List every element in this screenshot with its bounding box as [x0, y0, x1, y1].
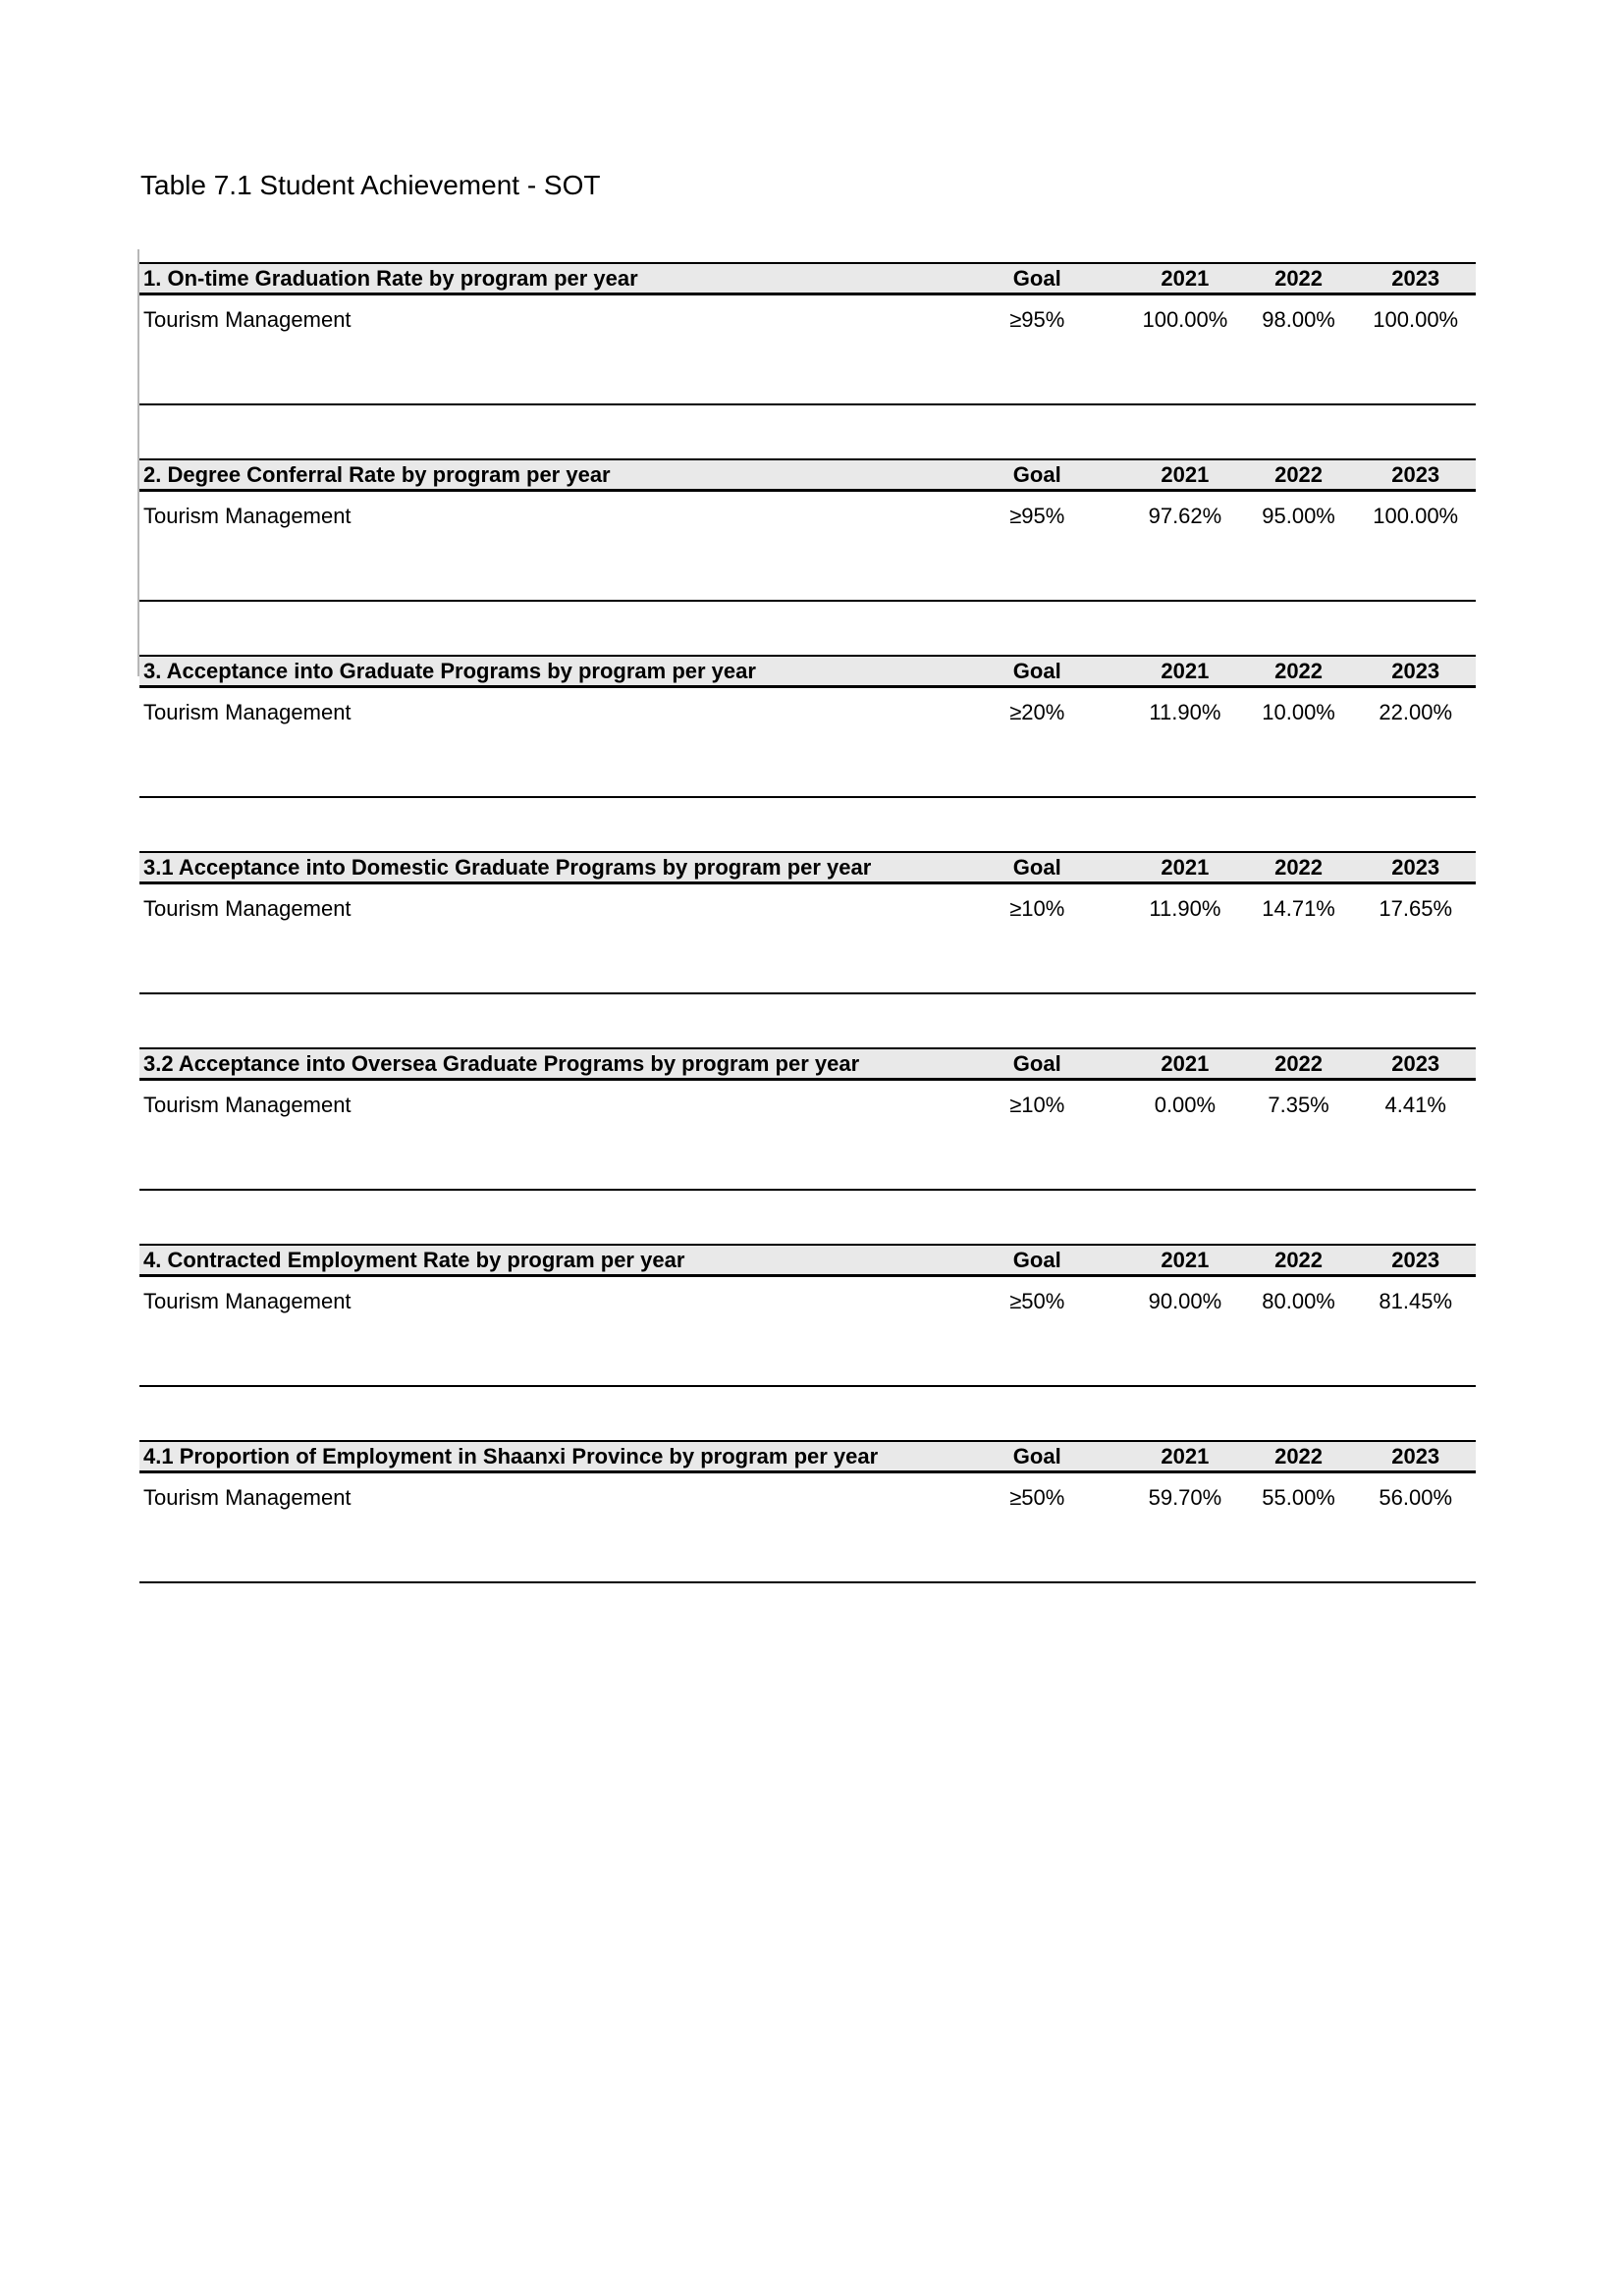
table-bottom-border	[139, 403, 1476, 405]
program-name: Tourism Management	[143, 307, 352, 332]
table-row	[139, 504, 1476, 529]
table-acceptance-oversea-graduate-programs	[139, 1047, 1476, 1244]
goal-value: ≥95%	[1009, 504, 1065, 528]
column-header-2023: 2023	[1391, 1443, 1440, 1468]
table-row	[139, 307, 1476, 333]
table-title: 3. Acceptance into Graduate Programs by program per year	[143, 658, 756, 683]
value-2022: 98.00%	[1262, 307, 1335, 332]
goal-value: ≥50%	[1009, 1289, 1065, 1313]
value-2023: 22.00%	[1379, 700, 1453, 724]
goal-value: ≥20%	[1009, 700, 1065, 724]
column-header-2022: 2022	[1274, 1443, 1324, 1468]
table-header-row	[139, 262, 1476, 295]
value-2021: 97.62%	[1148, 504, 1222, 528]
table-header-row	[139, 1440, 1476, 1473]
goal-value: ≥10%	[1009, 896, 1065, 921]
value-2022: 55.00%	[1262, 1485, 1335, 1510]
table-header-row	[139, 458, 1476, 492]
column-header-2021: 2021	[1161, 461, 1210, 487]
table-header-row	[139, 1244, 1476, 1277]
column-header-2023: 2023	[1391, 265, 1440, 291]
column-header-2022: 2022	[1274, 854, 1324, 880]
value-2023: 56.00%	[1379, 1485, 1453, 1510]
value-2023: 100.00%	[1373, 504, 1459, 528]
value-2022: 7.35%	[1268, 1093, 1329, 1117]
value-2022: 14.71%	[1262, 896, 1335, 921]
table-row	[139, 700, 1476, 725]
goal-value: ≥50%	[1009, 1485, 1065, 1510]
table-title: 4.1 Proportion of Employment in Shaanxi Province by program per year	[143, 1443, 879, 1468]
value-2023: 81.45%	[1379, 1289, 1453, 1313]
column-header-2022: 2022	[1274, 1050, 1324, 1076]
tables-container	[139, 262, 1476, 1636]
program-name: Tourism Management	[143, 1485, 352, 1510]
column-header-goal: Goal	[1012, 1050, 1061, 1076]
table-employment-shaanxi-province	[139, 1440, 1476, 1636]
value-2021: 0.00%	[1154, 1093, 1217, 1117]
column-header-2023: 2023	[1391, 658, 1440, 683]
column-header-2022: 2022	[1274, 658, 1324, 683]
value-2023: 100.00%	[1373, 307, 1459, 332]
table-bottom-border	[139, 992, 1476, 994]
table-title: 1. On-time Graduation Rate by program per year	[143, 265, 638, 291]
column-header-2021: 2021	[1161, 1050, 1210, 1076]
value-2021: 11.90%	[1149, 700, 1221, 724]
table-header-row	[139, 851, 1476, 884]
value-2021: 11.90%	[1149, 896, 1221, 921]
goal-value: ≥10%	[1009, 1093, 1065, 1117]
value-2022: 95.00%	[1262, 504, 1335, 528]
table-title: 2. Degree Conferral Rate by program per year	[143, 461, 611, 487]
table-header-row	[139, 655, 1476, 688]
column-header-2022: 2022	[1274, 461, 1324, 487]
table-row	[139, 1289, 1476, 1314]
table-bottom-border	[139, 1581, 1476, 1583]
table-on-time-graduation-rate	[139, 262, 1476, 458]
table-row	[139, 1093, 1476, 1118]
table-bottom-border	[139, 600, 1476, 602]
value-2022: 80.00%	[1262, 1289, 1335, 1313]
table-title: 3.2 Acceptance into Oversea Graduate Programs by program per year	[143, 1050, 860, 1076]
column-header-2021: 2021	[1161, 658, 1210, 683]
column-header-2021: 2021	[1161, 854, 1210, 880]
table-contracted-employment-rate	[139, 1244, 1476, 1440]
table-bottom-border	[139, 1385, 1476, 1387]
column-header-2021: 2021	[1161, 265, 1210, 291]
value-2021: 59.70%	[1148, 1485, 1222, 1510]
column-header-2023: 2023	[1391, 1050, 1440, 1076]
value-2021: 90.00%	[1148, 1289, 1222, 1313]
table-row	[139, 896, 1476, 922]
table-bottom-border	[139, 1189, 1476, 1191]
table-header-row	[139, 1047, 1476, 1081]
column-header-2021: 2021	[1161, 1443, 1210, 1468]
column-header-goal: Goal	[1012, 1443, 1061, 1468]
table-degree-conferral-rate	[139, 458, 1476, 655]
table-title: 4. Contracted Employment Rate by program per year	[143, 1247, 685, 1272]
column-header-2022: 2022	[1274, 1247, 1324, 1272]
column-header-2023: 2023	[1391, 1247, 1440, 1272]
program-name: Tourism Management	[143, 1093, 352, 1117]
column-header-goal: Goal	[1012, 1247, 1061, 1272]
program-name: Tourism Management	[143, 896, 352, 921]
table-acceptance-graduate-programs	[139, 655, 1476, 851]
table-row	[139, 1485, 1476, 1511]
table-acceptance-domestic-graduate-programs	[139, 851, 1476, 1047]
table-title: 3.1 Acceptance into Domestic Graduate Programs by program per year	[143, 854, 872, 880]
column-header-goal: Goal	[1012, 658, 1061, 683]
column-header-2023: 2023	[1391, 854, 1440, 880]
column-header-goal: Goal	[1012, 854, 1061, 880]
value-2021: 100.00%	[1142, 307, 1228, 332]
goal-value: ≥95%	[1009, 307, 1065, 332]
column-header-2023: 2023	[1391, 461, 1440, 487]
value-2023: 4.41%	[1384, 1093, 1446, 1117]
program-name: Tourism Management	[143, 504, 352, 528]
column-header-goal: Goal	[1012, 265, 1061, 291]
column-header-2021: 2021	[1161, 1247, 1210, 1272]
table-bottom-border	[139, 796, 1476, 798]
program-name: Tourism Management	[143, 700, 352, 724]
column-header-goal: Goal	[1012, 461, 1061, 487]
page-title: Table 7.1 Student Achievement - SOT	[140, 170, 601, 200]
value-2023: 17.65%	[1379, 896, 1453, 921]
column-header-2022: 2022	[1274, 265, 1324, 291]
value-2022: 10.00%	[1262, 700, 1335, 724]
program-name: Tourism Management	[143, 1289, 352, 1313]
